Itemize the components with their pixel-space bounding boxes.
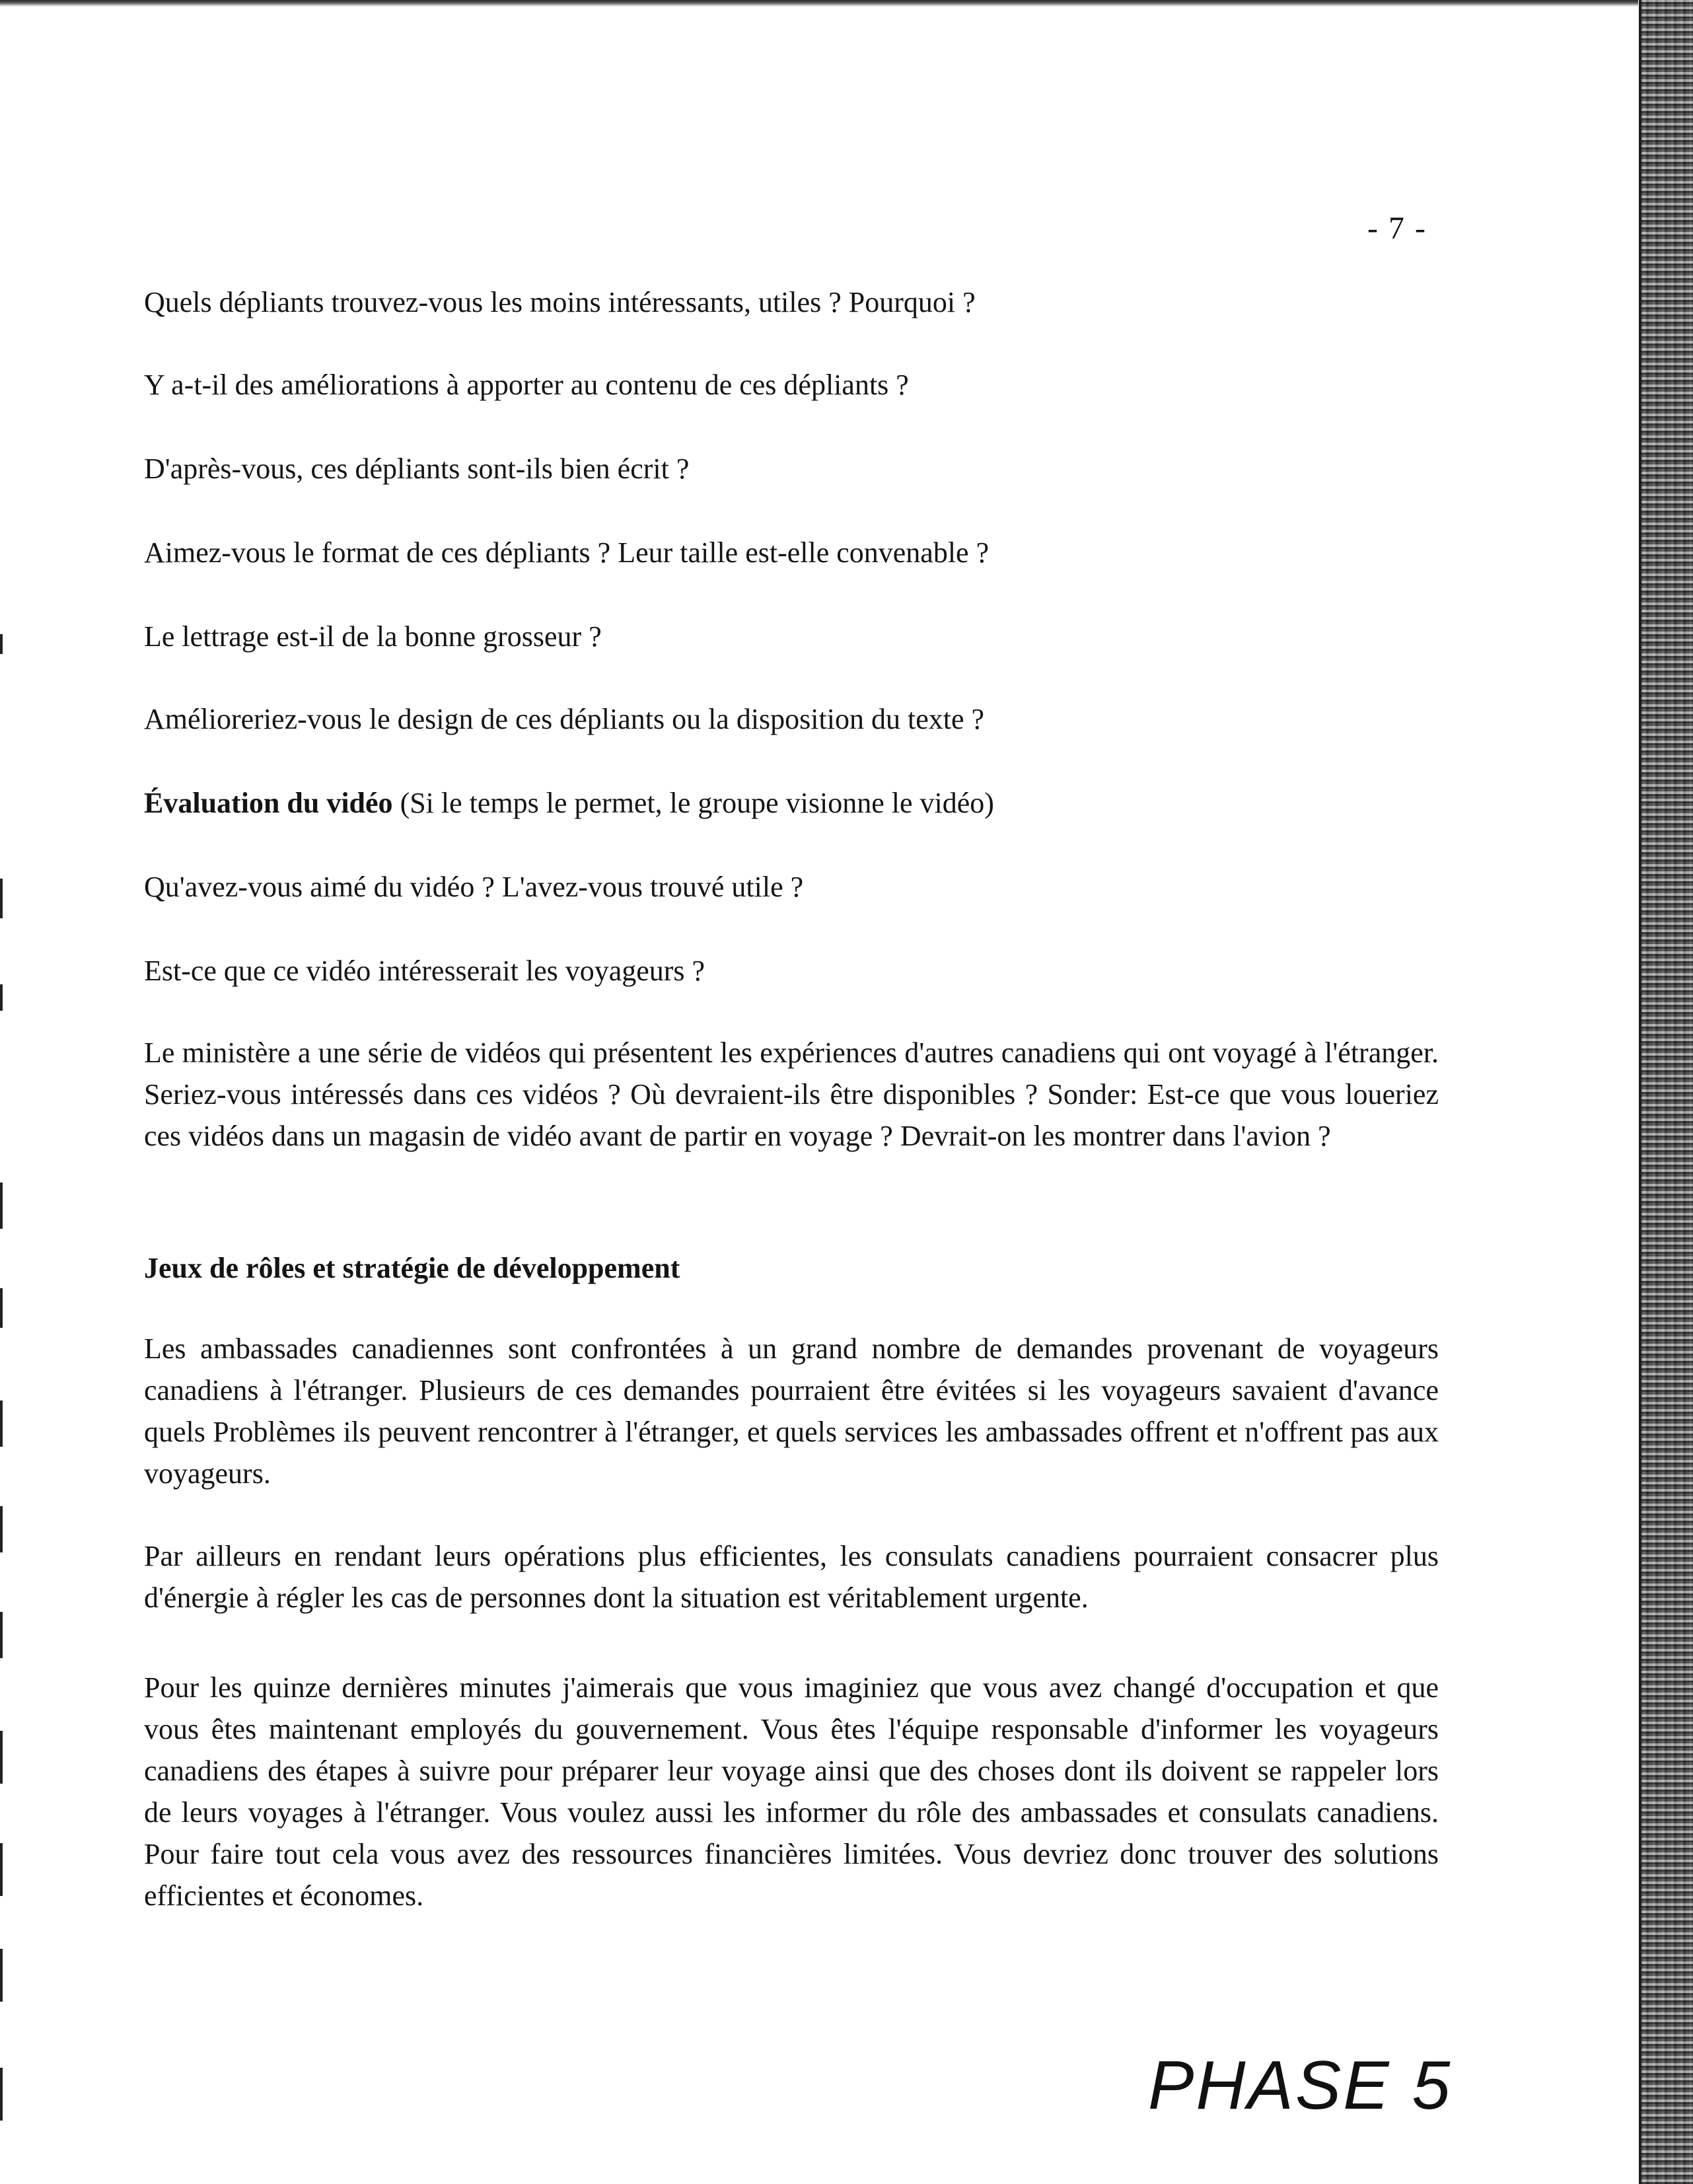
scan-left-marks [0,0,4,2184]
question-improvements: Y a-t-il des améliorations à apporter au contenu de ces dépliants ? [144,369,909,401]
question-least-interesting: Quels dépliants trouvez-vous les moins intéressants, utiles ? Pourquoi ? [144,286,976,318]
question-well-written: D'après-vous, ces dépliants sont-ils bien écrit ? [144,453,690,485]
scan-top-edge [0,0,1638,7]
question-video-liked: Qu'avez-vous aimé du vidéo ? L'avez-vous trouvé utile ? [144,871,804,903]
scan-binding-edge [1639,0,1693,2184]
roles-paragraph-exercise: Pour les quinze dernières minutes j'aimerais que vous imaginiez que vous avez changé d'occupation et que vous êtes maintenant employés du gouvernement. Vous êtes l'équipe responsable d'informer les voyageurs canadiens des étapes à suivre pour préparer leur voyage ainsi que des choses dont ils doivent se rappeler lors de leurs voyages à l'étranger. Vous voulez aussi les informer du rôle des ambassades et consulats canadiens. Pour faire tout cela vous avez des ressources financières limitées. Vous devriez donc trouver des solutions efficientes et économes. [144,1671,1439,1912]
question-format: Aimez-vous le format de ces dépliants ? Leur taille est-elle convenable ? [144,536,990,569]
roles-paragraph-consulats: Par ailleurs en rendant leurs opérations plus efficientes, les consulats canadiens pourraient consacrer plus d'énergie à régler les cas de personnes dont la situation est véritablement urgente. [144,1540,1439,1614]
phase-label: PHASE 5 [1148,2047,1453,2124]
question-design: Amélioreriez-vous le design de ces dépliants ou la disposition du texte ? [144,703,985,735]
page-number: - 7 - [1367,211,1427,246]
video-series-paragraph: Le ministère a une série de vidéos qui présentent les expériences d'autres canadiens qui ont voyagé à l'étranger. Seriez-vous intéressés dans ces vidéos ? Où devraient-ils être disponibles ? Sonder: Est-ce que vous loueriez ces vidéos dans un magasin de vidéo avant de partir en voyage ? Devrait-on les montrer dans l'avion ? [144,1037,1439,1152]
question-video-interest: Est-ce que ce vidéo intéresserait les voyageurs ? [144,955,705,987]
question-lettering: Le lettrage est-il de la bonne grosseur ? [144,620,602,653]
video-heading-line [144,782,1439,824]
roles-section-heading: Jeux de rôles et stratégie de développement [144,1252,680,1284]
video-section-heading: Évaluation du vidéo [144,787,393,819]
video-heading-note: (Si le temps le permet, le groupe visionne le vidéo) [392,787,994,819]
roles-paragraph-ambassades: Les ambassades canadiennes sont confrontées à un grand nombre de demandes provenant de voyageurs canadiens à l'étranger. Plusieurs de ces demandes pourraient être évitées si les voyageurs savaient d'avance quels Problèmes ils peuvent rencontrer à l'étranger, et quels services les ambassades offrent et n'offrent pas aux voyageurs. [144,1332,1439,1490]
